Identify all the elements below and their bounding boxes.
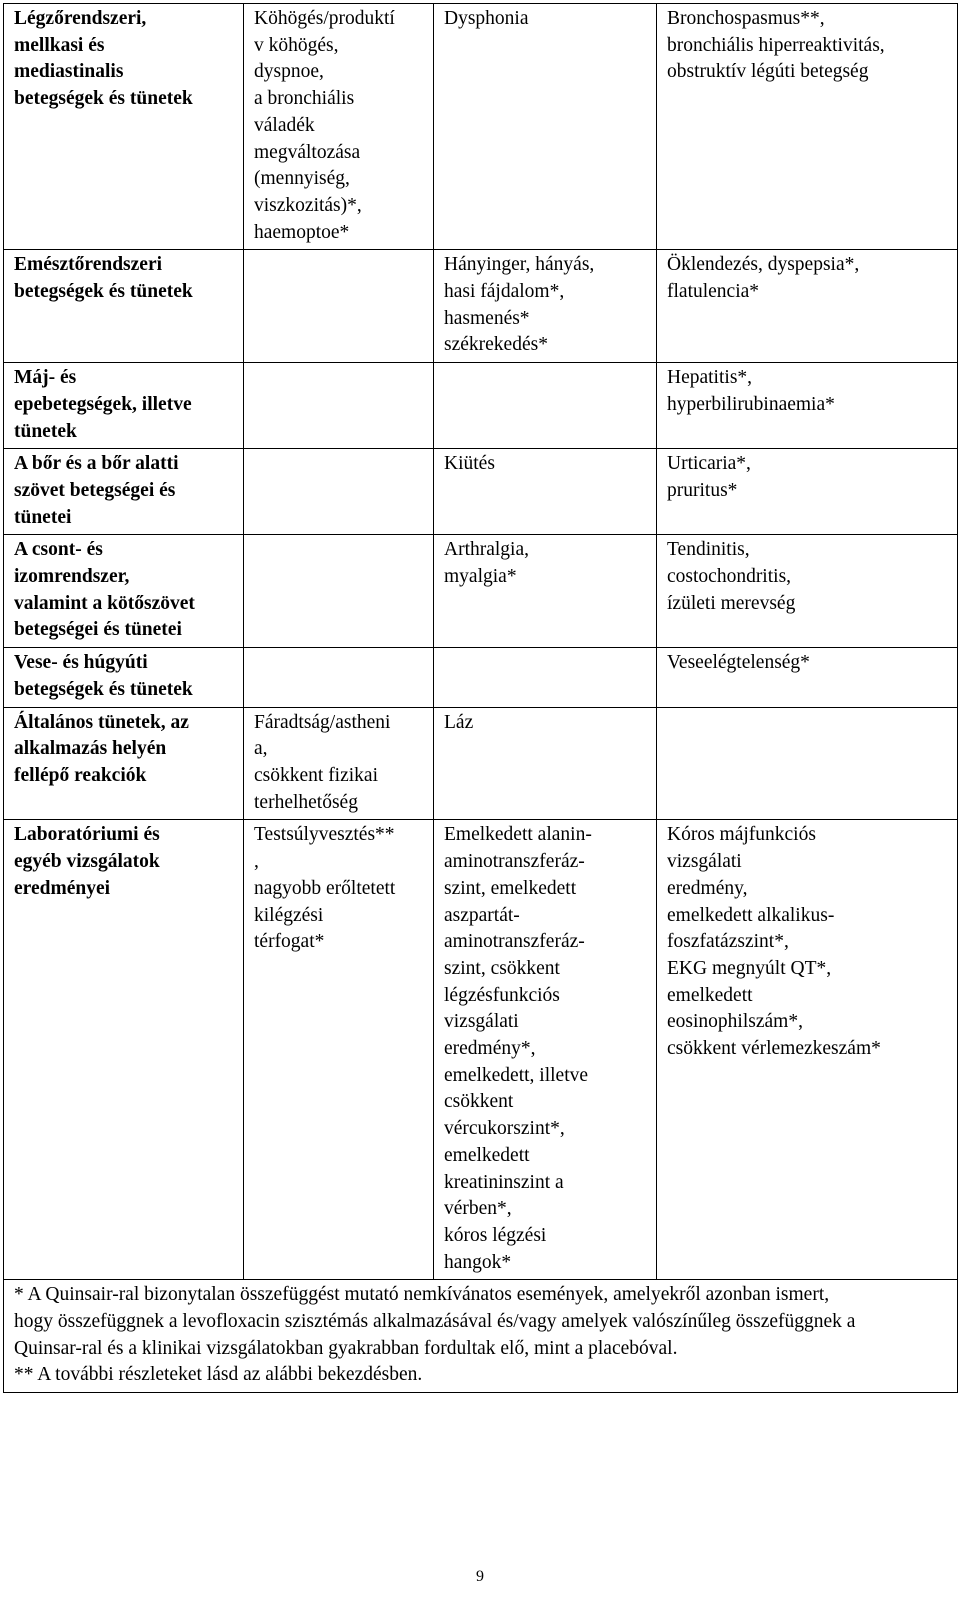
page-number: 9	[476, 1568, 484, 1585]
cell-line: ízületi merevség	[667, 592, 796, 614]
cell-line: Kiütés	[444, 453, 495, 475]
cell-line: (mennyiség,	[254, 168, 350, 190]
rare-cell	[434, 707, 657, 820]
soc-cell	[4, 820, 244, 1280]
cell-line: térfogat*	[254, 931, 325, 953]
cell-line: betegségei és tünetei	[14, 619, 182, 641]
cell-line: ,	[254, 851, 259, 873]
cell-line: tünetei	[14, 506, 72, 528]
cell-line: kreatininszint a	[444, 1171, 564, 1193]
footnote-line: hogy összefüggnek a levofloxacin szisztémás alkalmazásával és/vagy amelyek valószínűleg összefüggnek a	[14, 1311, 856, 1333]
table-row	[4, 363, 958, 449]
cell-line: a bronchiális	[254, 88, 355, 110]
cell-line: dyspnoe,	[254, 61, 324, 83]
table-row	[4, 648, 958, 707]
cell-line: kilégzési	[254, 904, 324, 926]
cell-line: megváltozása	[254, 141, 361, 163]
footnote-cell	[4, 1280, 958, 1393]
cell-line: szint, csökkent	[444, 957, 560, 979]
cell-line: emelkedett alkalikus-	[667, 904, 835, 926]
cell-line: Arthralgia,	[444, 539, 530, 561]
cell-line: costochondritis,	[667, 566, 792, 588]
uncommon-cell	[244, 820, 434, 1280]
table-row	[4, 250, 958, 363]
cell-line: Veseelégtelenség*	[667, 652, 810, 674]
soc-cell	[4, 648, 244, 707]
cell-line: eredményei	[14, 877, 111, 899]
frequency-unknown-cell	[657, 449, 958, 535]
frequency-unknown-cell	[657, 4, 958, 250]
cell-line: Bronchospasmus**,	[667, 8, 825, 29]
cell-line: vércukorszint*,	[444, 1118, 565, 1140]
cell-line: A csont- és	[14, 539, 103, 561]
table-row	[4, 535, 958, 648]
cell-line: hasmenés*	[444, 307, 530, 329]
rare-cell	[434, 820, 657, 1280]
cell-line: betegségek és tünetek	[14, 88, 193, 110]
cell-line: Hepatitis*,	[667, 367, 753, 389]
cell-line: betegségek és tünetek	[14, 281, 193, 303]
rare-cell	[434, 648, 657, 707]
frequency-unknown-cell	[657, 363, 958, 449]
footnote-double-star: ** A további részleteket lásd az alábbi bekezdésben.	[14, 1364, 423, 1386]
cell-line: hasi fájdalom*,	[444, 281, 565, 303]
cell-line: fellépő reakciók	[14, 764, 147, 786]
cell-line: Máj- és	[14, 367, 77, 389]
cell-line: Testsúlyvesztés**	[254, 824, 395, 846]
rare-cell	[434, 363, 657, 449]
footnote-single-star	[14, 1282, 947, 1362]
cell-line: Dysphonia	[444, 8, 529, 29]
cell-line: mellkasi és	[14, 34, 105, 56]
cell-line: pruritus*	[667, 479, 738, 501]
footnote-line: Quinsar-ral és a klinikai vizsgálatokban gyakrabban fordultak elő, mint a placebóval.	[14, 1337, 678, 1359]
cell-line: csökkent vérlemezkeszám*	[667, 1038, 881, 1060]
frequency-unknown-cell	[657, 250, 958, 363]
cell-line: szövet betegségei és	[14, 479, 176, 501]
cell-line: myalgia*	[444, 566, 517, 588]
cell-line: vérben*,	[444, 1198, 512, 1220]
soc-cell	[4, 535, 244, 648]
cell-line: hangok*	[444, 1251, 512, 1273]
uncommon-cell	[244, 648, 434, 707]
cell-line: Emésztőrendszeri	[14, 254, 163, 276]
cell-line: Emelkedett alanin-	[444, 824, 592, 846]
cell-line: emelkedett	[444, 1144, 530, 1166]
soc-cell	[4, 250, 244, 363]
rare-cell	[434, 250, 657, 363]
cell-line: Általános tünetek, az	[14, 711, 189, 733]
cell-line: vizsgálati	[444, 1011, 519, 1033]
frequency-unknown-cell	[657, 535, 958, 648]
cell-line: emelkedett	[667, 984, 753, 1006]
cell-line: Hányinger, hányás,	[444, 254, 595, 276]
cell-line: Tendinitis,	[667, 539, 750, 561]
cell-line: Kóros májfunkciós	[667, 824, 816, 846]
cell-line: EKG megnyúlt QT*,	[667, 957, 832, 979]
cell-line: flatulencia*	[667, 281, 760, 303]
cell-line: foszfatázszint*,	[667, 931, 789, 953]
table-row	[4, 707, 958, 820]
footnote-row	[4, 1280, 958, 1393]
cell-line: aminotranszferáz-	[444, 931, 585, 953]
footnote-line: * A Quinsair-ral bizonytalan összefüggést mutató nemkívánatos események, amelyekről azonban ismert,	[14, 1284, 830, 1306]
cell-line: eredmény,	[667, 877, 748, 899]
uncommon-cell	[244, 250, 434, 363]
frequency-unknown-cell	[657, 648, 958, 707]
cell-line: alkalmazás helyén	[14, 738, 167, 760]
soc-cell	[4, 707, 244, 820]
cell-line: Köhögés/produktí	[254, 8, 395, 29]
cell-line: vizsgálati	[667, 851, 742, 873]
rare-cell	[434, 449, 657, 535]
cell-line: váladék	[254, 114, 315, 136]
cell-line: Vese- és húgyúti	[14, 652, 148, 674]
table-row	[4, 449, 958, 535]
frequency-unknown-cell	[657, 820, 958, 1280]
soc-cell	[4, 4, 244, 250]
uncommon-cell	[244, 707, 434, 820]
cell-line: Öklendezés, dyspepsia*,	[667, 254, 860, 276]
cell-line: a,	[254, 738, 268, 760]
soc-cell	[4, 449, 244, 535]
cell-line: terhelhetőség	[254, 791, 358, 813]
cell-line: Láz	[444, 711, 474, 733]
cell-line: emelkedett, illetve	[444, 1064, 589, 1086]
rare-cell	[434, 535, 657, 648]
cell-line: hyperbilirubinaemia*	[667, 393, 835, 415]
cell-line: haemoptoe*	[254, 221, 350, 243]
table-row	[4, 820, 958, 1280]
cell-line: izomrendszer,	[14, 566, 130, 588]
cell-line: csökkent	[444, 1091, 514, 1113]
cell-line: eredmény*,	[444, 1038, 536, 1060]
cell-line: v köhögés,	[254, 34, 339, 56]
rare-cell	[434, 4, 657, 250]
cell-line: székrekedés*	[444, 334, 548, 356]
cell-line: valamint a kötőszövet	[14, 592, 195, 614]
cell-line: tünetek	[14, 420, 77, 442]
cell-line: Urticaria*,	[667, 453, 751, 475]
cell-line: kóros légzési	[444, 1224, 547, 1246]
frequency-unknown-cell	[657, 707, 958, 820]
adverse-reactions-table	[3, 3, 958, 1393]
cell-line: egyéb vizsgálatok	[14, 851, 160, 873]
cell-line: csökkent fizikai	[254, 764, 378, 786]
cell-line: nagyobb erőltetett	[254, 877, 396, 899]
cell-line: viszkozitás)*,	[254, 194, 362, 216]
cell-line: légzésfunkciós	[444, 984, 560, 1006]
table-row	[4, 4, 958, 250]
cell-line: Laboratóriumi és	[14, 824, 160, 846]
cell-line: mediastinalis	[14, 61, 124, 83]
uncommon-cell	[244, 449, 434, 535]
uncommon-cell	[244, 4, 434, 250]
cell-line: A bőr és a bőr alatti	[14, 453, 179, 475]
cell-line: aminotranszferáz-	[444, 851, 585, 873]
cell-line: epebetegségek, illetve	[14, 393, 192, 415]
cell-line: betegségek és tünetek	[14, 678, 193, 700]
uncommon-cell	[244, 363, 434, 449]
soc-cell	[4, 363, 244, 449]
cell-line: eosinophilszám*,	[667, 1011, 803, 1033]
cell-line: bronchiális hiperreaktivitás,	[667, 34, 885, 56]
cell-line: obstruktív légúti betegség	[667, 61, 869, 83]
cell-line: Fáradtság/astheni	[254, 711, 391, 733]
uncommon-cell	[244, 535, 434, 648]
cell-line: szint, emelkedett	[444, 877, 577, 899]
cell-line: aszpartát-	[444, 904, 520, 926]
cell-line: Légzőrendszeri,	[14, 8, 147, 29]
